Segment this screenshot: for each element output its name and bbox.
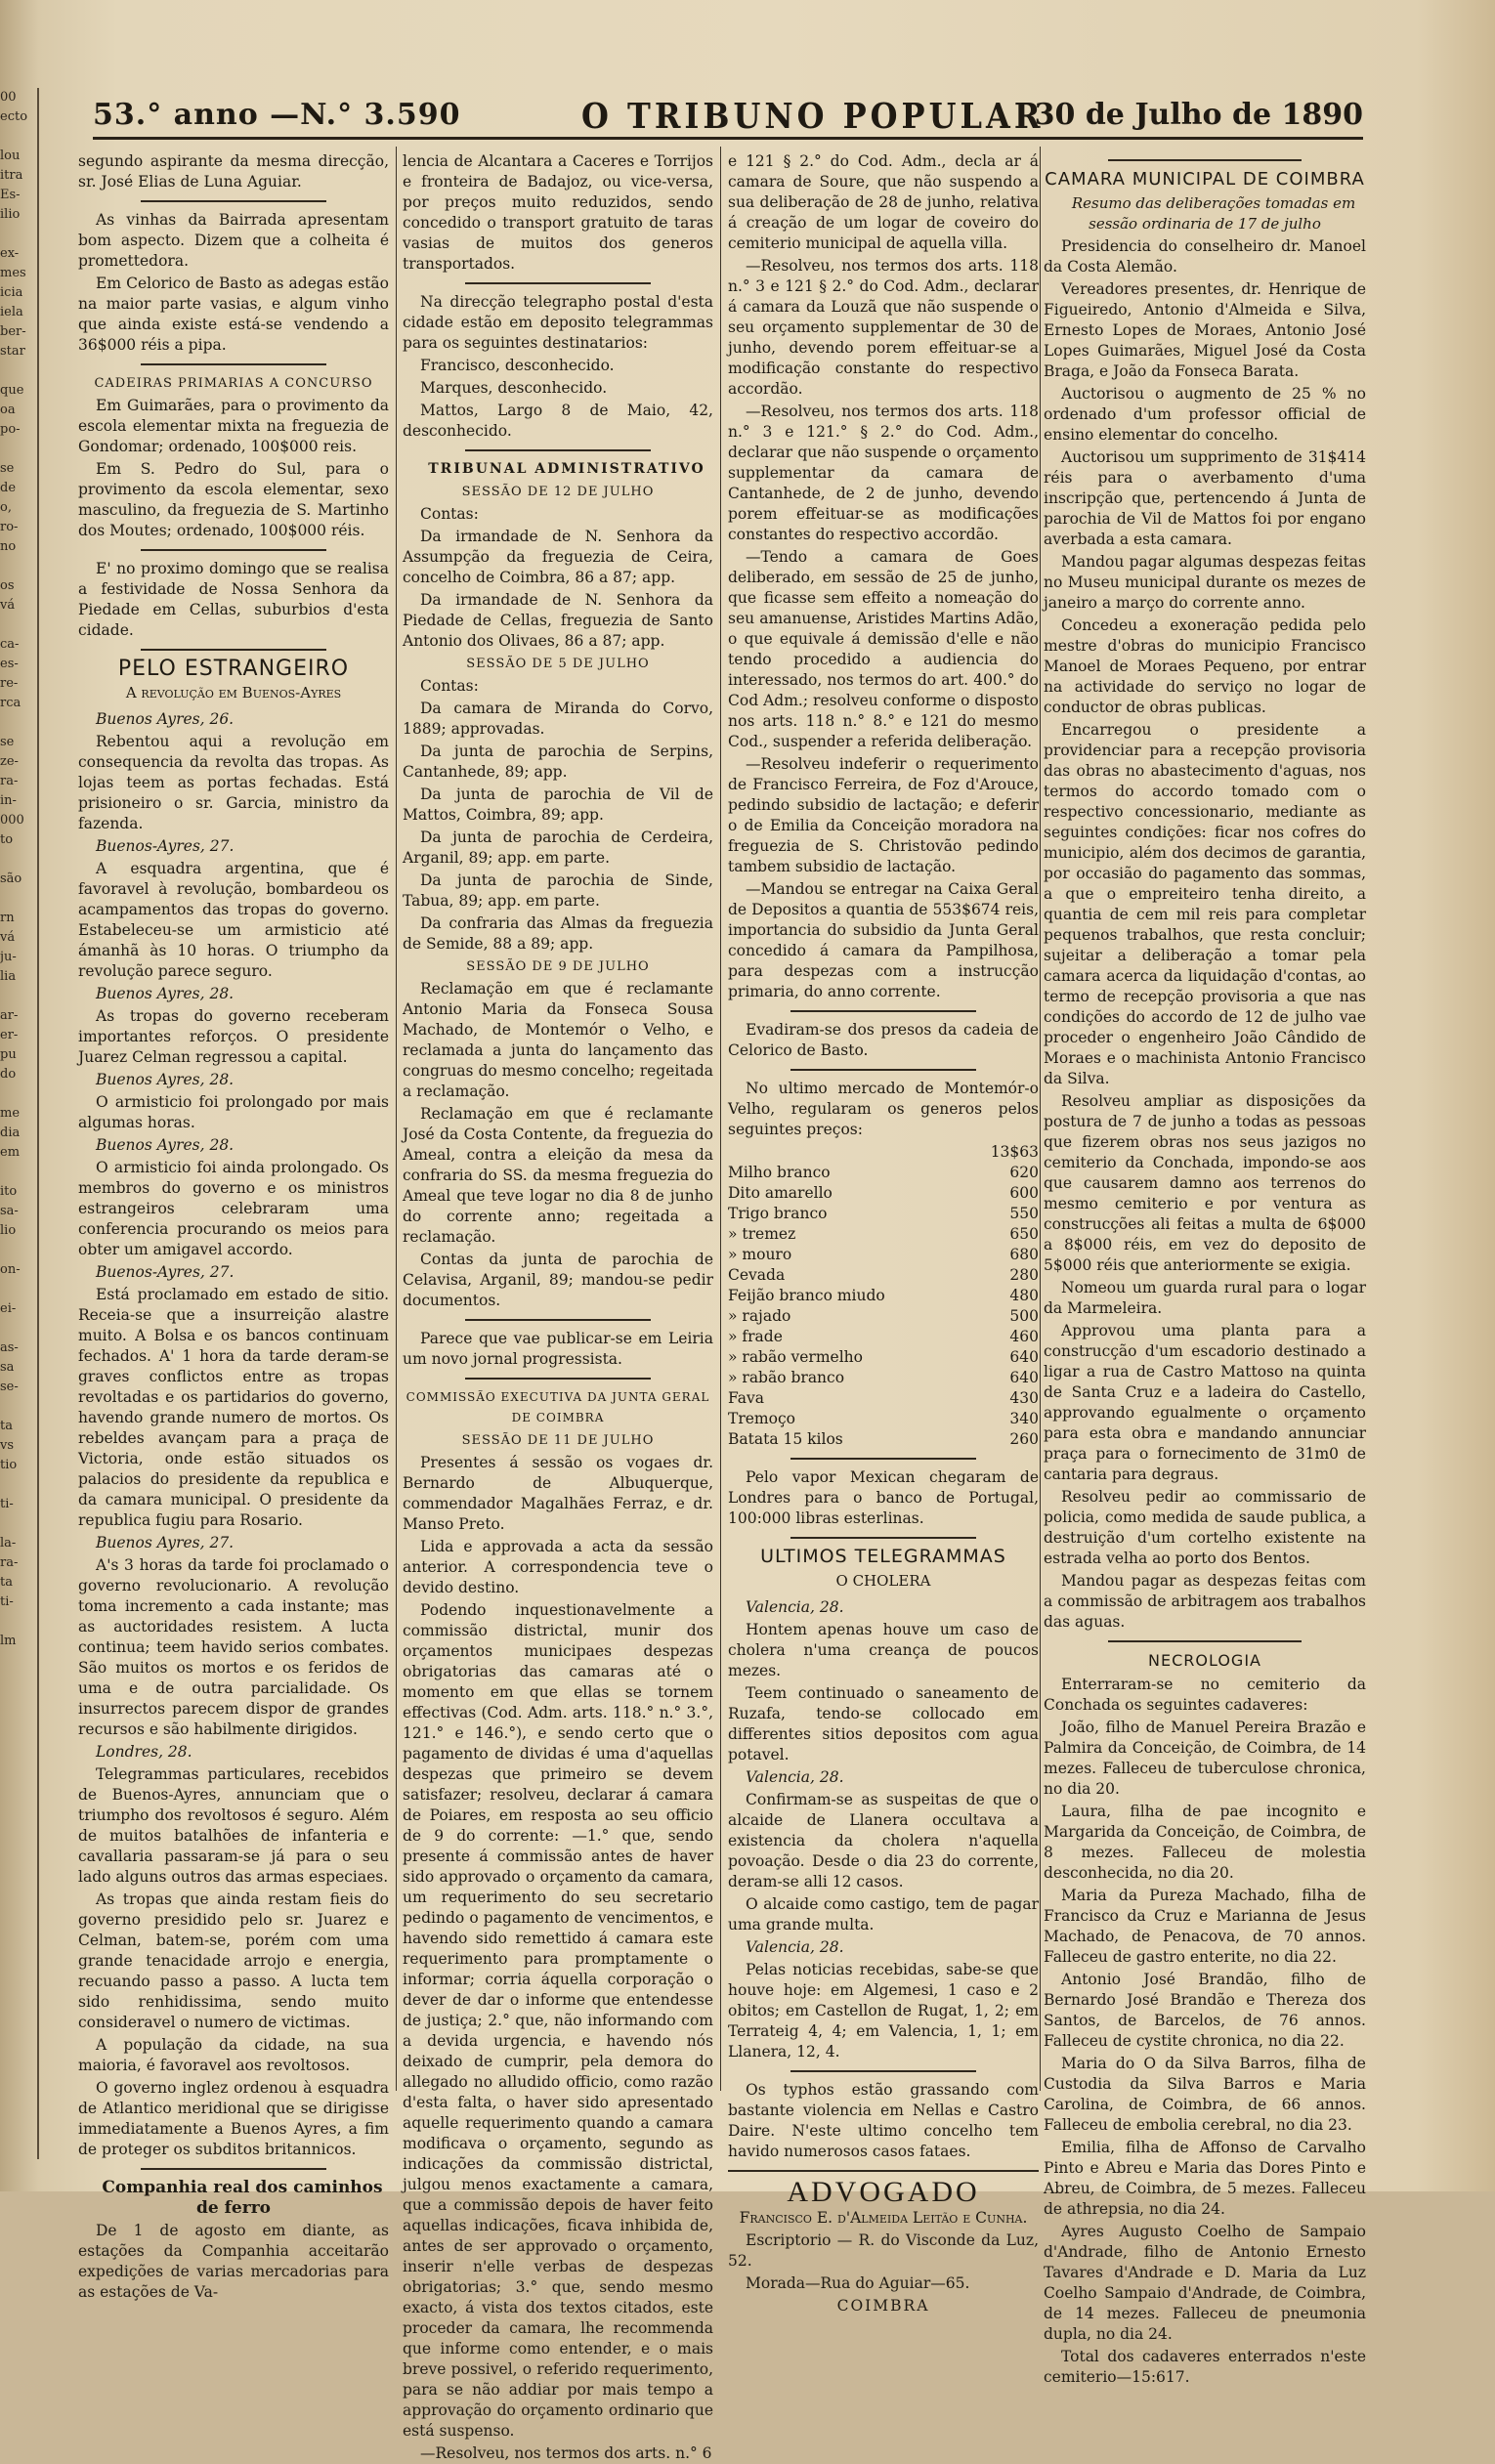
- section-heading: NECROLOGIA: [1148, 1651, 1261, 1670]
- session-title: SESSÃO DE 12 DE JULHO: [461, 485, 655, 499]
- paragraph: No ultimo mercado de Montemór-o Velho, regularam os generos pelos seguintes preços:: [728, 1080, 1039, 1138]
- divider: [1108, 1640, 1302, 1642]
- dateline: Buenos Ayres, 26.: [96, 710, 235, 728]
- stub-line: er-: [0, 1028, 19, 1042]
- paragraph: De 1 de agosto em diante, as estações da Companhia acceitarão expedições de varias mercadorias para as estações de Va-: [78, 2222, 389, 2301]
- paragraph: Evadiram-se dos presos da cadeia de Celorico de Basto.: [728, 1021, 1039, 1059]
- price-value: 620: [1009, 1164, 1039, 1181]
- stub-line: ta: [0, 1575, 13, 1590]
- paragraph: A população da cidade, na sua maioria, é favoravel aos revoltosos.: [78, 2036, 389, 2074]
- paragraph: Lida e approvada a acta da sessão anterior. A correspondencia teve o devido destino.: [403, 1538, 713, 1596]
- stub-line: ra-: [0, 774, 19, 788]
- dateline: Buenos Ayres, 28.: [96, 1071, 235, 1088]
- stub-line: o,: [0, 500, 12, 515]
- price-value: 680: [1009, 1246, 1039, 1263]
- obituary-entry: João, filho de Manuel Pereira Brazão e Palmira da Conceição, de Coimbra, de 14 mezes. Falleceu de tuberculose chronica, no dia 20.: [1044, 1719, 1366, 1798]
- stub-line: 00: [0, 90, 17, 105]
- stub-line: são: [0, 871, 22, 886]
- column-rule: [720, 147, 721, 2091]
- stub-line: lio: [0, 1223, 17, 1238]
- paragraph: Da irmandade de N. Senhora da Assumpção da freguezia de Ceira, concelho de Coimbra, 86 a 87; app.: [403, 528, 713, 586]
- divider: [728, 2170, 1039, 2172]
- paragraph: Pelas noticias recebidas, sabe-se que houve hoje: em Algemesi, 1 caso e 2 obitos; em Castellon de Rugat, 1, 2; em Terrateig 4, 4; em Valencia, 1, 1; em Llanera, 12, 4.: [728, 1961, 1039, 2060]
- price-item: » rabão branco: [728, 1369, 845, 1386]
- divider: [141, 2168, 327, 2170]
- paragraph: Nomeou um guarda rural para o logar da Marmeleira.: [1044, 1279, 1366, 1317]
- price-value: 640: [1009, 1348, 1039, 1366]
- stub-line: sa-: [0, 1204, 19, 1218]
- paragraph: —Resolveu indeferir o requerimento de Francisco Ferreira, de Foz d'Arouce, pedindo subsidio de lactação; e deferir o de Emilia da Conceição moradora na freguezia de S. Christovão pedindo tambem subsidio de lactação.: [728, 755, 1039, 875]
- paragraph: As tropas que ainda restam fieis do governo presidido pelo sr. Juarez e Celman, batem-se, porém com uma grande tenacidade arrojo e energia, recuando passo a passo. A lucta tem sido renhidissima, sendo muito consideravel o numero de victimas.: [78, 1890, 389, 2031]
- paragraph: —Resolveu, nos termos dos arts. n.° 6: [420, 2444, 712, 2462]
- stub-line: [0, 1475, 37, 1495]
- obituary-entry: Antonio José Brandão, filho de Bernardo José Brandão e Thereza dos Santos, de Barcelos, de 76 annos. Falleceu de cystite chronica, no dia 22.: [1044, 1971, 1366, 2050]
- paragraph: Hontem apenas houve um caso de cholera n'uma creança de poucos mezes.: [728, 1621, 1039, 1679]
- stub-line: ca-: [0, 637, 20, 652]
- stub-line: vs: [0, 1438, 15, 1453]
- column-1: [78, 151, 389, 2301]
- column-rule: [1040, 147, 1041, 2091]
- stub-line: rca: [0, 696, 21, 710]
- stub-line: lia: [0, 969, 17, 984]
- obituary-entry: Emilia, filha de Affonso de Carvalho Pinto e Abreu e Maria das Dores Pinto e Abreu, de Coimbra, de 5 mezes. Falleceu de athrepsia, no dia 24.: [1044, 2139, 1366, 2218]
- stub-line: mes: [0, 266, 26, 280]
- price-row: [728, 1327, 1039, 1347]
- divider: [1108, 159, 1302, 161]
- stub-line: [0, 1514, 37, 1534]
- section-heading: CAMARA MUNICIPAL DE COIMBRA: [1045, 169, 1365, 190]
- obituary-entry: Maria da Pureza Machado, filha de Francisco da Cruz e Marianna de Jesus Machado, de Penacova, de 70 annos. Falleceu de gastro enterite, no dia 22.: [1044, 1887, 1366, 1966]
- dateline: Londres, 28.: [96, 1743, 192, 1761]
- paragraph: A's 3 horas da tarde foi proclamado o governo revolucionario. A revolução toma incremento a cada instante; mas as auctoridades resistem. A lucta continua; teem havido serios combates. São muitos os mortos e os feridos de uma e de outra parcialidade. Os insurrectos parecem dispor de grandes recursos e são habilmente dirigidos.: [78, 1556, 389, 1738]
- price-row: [728, 1286, 1039, 1306]
- stub-line: itra: [0, 168, 23, 183]
- stub-line: [0, 361, 37, 381]
- paragraph: O armisticio foi ainda prolongado. Os membros do governo e os ministros estrangeiros celebraram uma conferencia procurando os meios para obter um amigavel accordo.: [78, 1159, 389, 1258]
- paragraph: Pelo vapor Mexican chegaram de Londres para o banco de Portugal, 100:000 libras esterlinas.: [728, 1468, 1039, 1527]
- stub-line: po-: [0, 422, 21, 437]
- stub-line: lou: [0, 149, 21, 163]
- paragraph: O governo inglez ordenou à esquadra de Atlantico meridional que se dirigisse immediatamente a Buenos Ayres, a fim de proteger os subditos britannicos.: [78, 2079, 389, 2158]
- paragraph: Auctorisou um supprimento de 31$414 réis para o averbamento d'uma inscripção que, pertencendo á Junta de parochia de Vil de Mattos foi por engano averbada a esta camara.: [1044, 448, 1366, 548]
- divider: [790, 1069, 977, 1071]
- paragraph: Confirmam-se as suspeitas de que o alcaide de Llanera occultava a existencia da cholera n'aquella povoação. Desde o dia 23 do corrente, deram-se alli 12 casos.: [728, 1791, 1039, 1890]
- price-item: Fava: [728, 1389, 764, 1407]
- paragraph: Em Guimarães, para o provimento da escola elementar mixta na freguezia de Gondomar; ordenado, 100$000 reis.: [78, 397, 389, 455]
- list-item: Marques, desconhecido.: [420, 379, 608, 397]
- stub-line: no: [0, 539, 17, 554]
- paragraph: Rebentou aqui a revolução em consequencia da revolta das tropas. As lojas teem as portas fechadas. Está prisioneiro o sr. Garcia, ministro da fazenda.: [78, 733, 389, 832]
- paragraph: e 121 § 2.° do Cod. Adm., decla ar á camara de Soure, que não suspendo a sua deliberação de 28 de junho, relativa á creação de um logar de coveiro do cemiterio municipal de aquella villa.: [728, 152, 1039, 252]
- column-rule: [396, 147, 397, 2091]
- stub-line: ti-: [0, 1497, 14, 1511]
- advertisement-line: Francisco E. d'Almeida Leitão e Cunha.: [739, 2209, 1028, 2227]
- price-row: [728, 1183, 1039, 1204]
- price-item: » mouro: [728, 1246, 792, 1263]
- stub-line: os: [0, 578, 15, 593]
- paragraph: Podendo inquestionavelmente a commissão districtal, munir dos orçamentos municipaes despezas obrigatorias das camaras até o momento em que ellas se tornem effectivas (Cod. Adm. arts. 118.° n.° 3.°, 121.° e 146.°), e sendo certo que o pagamento de dividas é uma d'aquellas despezas que primeiro se devem satisfazer; resolveu, declarar á camara de Poiares, em resposta ao seu officio de 9 do corrente: —1.° que, sendo presente á commissão antes de haver sido approvado o orçamento da camara, um requerimento do seu secretario pedindo o pagamento de vencimentos, e havendo sido remettido á camara este requerimento para promptamente o informar; corria áquella corporação o dever de dar o informe que entendesse de justiça; 2.° que, não informando com a devida urgencia, e havendo nós deixado de cumprir, pela demora do allegado no alludido officio, como razão d'esta falta, o haver sido apresentado aquelle requerimento quando a camara modificava o orçamento, segundo as indicações da commissão districtal, julgou menos exactamente a camara, que a commissão depois de haver feito aquellas indicações, ficava inhibida de, antes de ser approvado o orçamento, inserir n'elle verbas de despezas obrigatorias; 3.° que, sendo mesmo exacto, á vista dos textos citados, este proceder da camara, lhe recommenda que informe como entender, e o mais breve possivel, o referido requerimento, para se não addiar por mais tempo a approvação do orçamento ordinario que está suspenso.: [403, 1601, 713, 2440]
- divider: [465, 1319, 652, 1321]
- divider: [141, 549, 327, 551]
- price-value: 550: [1009, 1205, 1039, 1222]
- stub-line: sa: [0, 1360, 15, 1375]
- masthead: [93, 98, 1363, 140]
- stub-line: do: [0, 1067, 17, 1082]
- stub-line: ito: [0, 1184, 18, 1199]
- paragraph: O armisticio foi prolongado por mais algumas horas.: [78, 1093, 389, 1131]
- stub-line: ro-: [0, 520, 19, 534]
- paragraph: Mandou pagar as despezas feitas com a commissão de arbitragem aos trabalhos das aguas.: [1044, 1572, 1366, 1631]
- stub-line: ex-: [0, 246, 20, 261]
- stub-line: [0, 713, 37, 733]
- price-row: [728, 1409, 1039, 1429]
- stub-line: ju-: [0, 950, 17, 964]
- stub-line: lm: [0, 1634, 17, 1648]
- paragraph: lencia de Alcantara a Caceres e Torrijos e fronteira de Badajoz, ou vice-versa, por preços muito reduzidos, sendo concedido o transport gratuito de taras vasias de muitos dos generos transportados.: [403, 152, 713, 273]
- paragraph: Da junta de parochia de Sinde, Tabua, 89; app. em parte.: [403, 871, 713, 910]
- stub-line: [0, 225, 37, 244]
- price-value: 13$63: [990, 1143, 1039, 1161]
- price-item: » tremez: [728, 1225, 796, 1243]
- stub-line: vá: [0, 930, 16, 945]
- stub-line: se-: [0, 1380, 19, 1394]
- stub-line: in-: [0, 793, 17, 808]
- paragraph: Da junta de parochia de Cerdeira, Arganil, 89; app. em parte.: [403, 828, 713, 867]
- price-row: [728, 1163, 1039, 1183]
- obituary-entry: Maria do O da Silva Barros, filha de Custodia da Silva Barros e Maria Carolina, de Coimbra, de 66 annos. Falleceu de embolia cerebral, no dia 23.: [1044, 2055, 1366, 2134]
- stub-line: ei-: [0, 1301, 17, 1316]
- paragraph: Da irmandade de N. Senhora da Piedade de Cellas, freguezia de Santo Antonio dos Olivaes, 86 a 87; app.: [403, 591, 713, 650]
- stub-line: se: [0, 461, 15, 476]
- price-item: Dito amarello: [728, 1184, 833, 1202]
- paragraph: Approvou uma planta para a construcção d'um escadorio destinado a ligar a rua de Castro Mattoso na quinta de Santa Cruz e a ladeira do Castello, approvando egualmente o orçamento para esta obra e mandando annunciar praça para o fornecimento de 31m0 de cantaria para degraus.: [1044, 1322, 1366, 1483]
- price-value: 480: [1009, 1287, 1039, 1304]
- paragraph: Presentes á sessão os vogaes dr. Bernardo de Albuquerque, commendador Magalhães Ferraz, e dr. Manso Preto.: [403, 1454, 713, 1533]
- divider: [465, 1378, 652, 1380]
- stub-line: [0, 987, 37, 1006]
- divider: [790, 2070, 977, 2072]
- paragraph: Da confraria das Almas da freguezia de Semide, 88 a 89; app.: [403, 914, 713, 953]
- stub-line: de: [0, 481, 17, 495]
- stub-line: [0, 1612, 37, 1632]
- price-row: [728, 1245, 1039, 1265]
- advertisement-line: Escriptorio — R. do Visconde da Luz, 52.: [728, 2231, 1039, 2270]
- price-row: [728, 1306, 1039, 1327]
- price-item: Feijão branco miudo: [728, 1287, 885, 1304]
- stub-line: [0, 1084, 37, 1104]
- stub-line: [0, 616, 37, 635]
- price-item: [728, 1142, 965, 1163]
- stub-line: ecto: [0, 109, 28, 124]
- price-item: Trigo branco: [728, 1205, 828, 1222]
- section-heading: PELO ESTRANGEIRO: [117, 657, 350, 681]
- obituary-entry: Ayres Augusto Coelho de Sampaio d'Andrade, filho de Antonio Ernesto Tavares d'Andrade e D. Maria da Luz Coelho Sampaio d'Andrade, de Coimbra, de 14 mezes. Falleceu de pneumonia dupla, no dia 24.: [1044, 2223, 1366, 2343]
- stub-line: ta: [0, 1419, 13, 1433]
- stub-line: la-: [0, 1536, 17, 1551]
- stub-line: tio: [0, 1458, 18, 1472]
- stub-line: dia: [0, 1126, 21, 1140]
- dateline: Valencia, 28.: [746, 1768, 844, 1786]
- price-row: [728, 1429, 1039, 1450]
- price-row: [728, 1224, 1039, 1245]
- list-item: Mattos, Largo 8 de Maio, 42, desconhecido.: [403, 402, 713, 440]
- paragraph: E' no proximo domingo que se realisa a festividade de Nossa Senhora da Piedade em Cellas, suburbios d'esta cidade.: [78, 560, 389, 639]
- stub-line: [0, 1280, 37, 1299]
- divider: [141, 363, 327, 365]
- dateline: Valencia, 28.: [746, 1598, 844, 1616]
- paragraph: Reclamação em que é reclamante Antonio Maria da Fonseca Sousa Machado, de Montemór o Velho, e reclamada a junta do lançamento das congruas do mesmo concelho; regeitada a reclamação.: [403, 980, 713, 1100]
- section-heading: ULTIMOS TELEGRAMMAS: [760, 1546, 1006, 1567]
- stub-line: [0, 850, 37, 870]
- price-item: Cevada: [728, 1266, 786, 1284]
- paragraph: —Resolveu, nos termos dos arts. 118 n.° 3 e 121 § 2.° do Cod. Adm., declarar á camara da Louzã que não suspende o seu orçamento supplementar de 30 de junho, devendo porem effeituar-se a modificação constante do respectivo accordão.: [728, 257, 1039, 398]
- stub-line: rn: [0, 911, 15, 925]
- stub-line: me: [0, 1106, 21, 1121]
- stub-line: [0, 1163, 37, 1182]
- advertisement-line: COIMBRA: [836, 2297, 930, 2315]
- stub-line: [0, 557, 37, 576]
- paragraph: Total dos cadaveres enterrados n'este cemiterio—15:617.: [1044, 2348, 1366, 2386]
- paragraph: Encarregou o presidente a providenciar para a recepção provisoria das obras no abastecimento d'aguas, nos termos do accordo tomado com o respectivo concessionario, mediante as seguintes condições: ficar nos cofres do municipio, além dos decimos de garantia, por occasião do pagamento das sommas, a que o empreiteiro tenha direito, a quantia de cem mil reis para completar pequenos trabalhos, que resta concluir; sujeitar a deliberação a tomar pela camara acerca da liquidação d'contas, ao termo de recepção provisoria a que nas condições do accordo de 12 de julho vae proceder o engenheiro João Cândido de Moraes e o machinista Antonio Francisco da Silva.: [1044, 721, 1366, 1087]
- section-subheading: Resumo das deliberações tomadas em sessão ordinaria de 17 de julho: [1071, 194, 1356, 233]
- price-value: 500: [1009, 1307, 1039, 1325]
- paragraph: O alcaide como castigo, tem de pagar uma grande multa.: [728, 1895, 1039, 1933]
- paragraph: Os typhos estão grassando com bastante violencia em Nellas e Castro Daire. N'este ultimo concelho tem havido numerosos casos fataes.: [728, 2081, 1039, 2160]
- section-subheading: A revolução em Buenos-Ayres: [125, 684, 342, 701]
- price-item: Milho branco: [728, 1164, 831, 1181]
- divider: [465, 282, 652, 284]
- stub-line: que: [0, 383, 24, 398]
- stub-line: se: [0, 735, 15, 749]
- stub-line: Es-: [0, 188, 21, 202]
- issue-date: 30 de Julho de 1890: [1034, 98, 1363, 132]
- price-table: [728, 1142, 1039, 1450]
- stub-line: [0, 1397, 37, 1417]
- stub-line: [0, 440, 37, 459]
- paragraph: Da camara de Miranda do Corvo, 1889; approvadas.: [403, 700, 713, 738]
- paragraph: Em S. Pedro do Sul, para o provimento da escola elementar, sexo masculino, da freguezia de S. Martinho dos Moutes; ordenado, 100$000 réis.: [78, 460, 389, 539]
- price-value: 650: [1009, 1225, 1039, 1243]
- stub-line: pu: [0, 1047, 17, 1062]
- list-item: Francisco, desconhecido.: [420, 357, 615, 374]
- paragraph: —Resolveu, nos termos dos arts. 118 n.° 3 e 121.° § 2.° do Cod. Adm., declarar que não suspende o orçamento supplementar da camara de Cantanhede, de 2 de junho, devendo porem effeituar-se as modificações constantes do respectivo accordão.: [728, 403, 1039, 543]
- divider: [790, 1537, 977, 1539]
- session-title: SESSÃO DE 9 DE JULHO: [466, 959, 650, 974]
- paragraph: Telegrammas particulares, recebidos de Buenos-Ayres, annunciam que o triumpho dos revoltosos é seguro. Além de muitos batalhões de infanteria e cavallaria passaram-se já para o seu lado alguns outros das armas especiaes.: [78, 1765, 389, 1886]
- paragraph: A esquadra argentina, que é favoravel à revolução, bombardeou os acampamentos das tropas do governo. Estabeleceu-se um armisticio até ámanhã às 10 horas. O triumpho da revolução parece seguro.: [78, 860, 389, 980]
- divider: [141, 649, 327, 651]
- stub-line: vá: [0, 598, 16, 613]
- session-title: SESSÃO DE 5 DE JULHO: [466, 657, 650, 671]
- section-heading: Companhia real dos caminhos de ferro: [102, 2178, 383, 2218]
- dateline: Buenos-Ayres, 27.: [96, 837, 235, 855]
- section-title: CADEIRAS PRIMARIAS A CONCURSO: [94, 376, 373, 391]
- session-title: SESSÃO DE 11 DE JULHO: [461, 1433, 655, 1448]
- dateline: Buenos-Ayres, 27.: [96, 1263, 235, 1281]
- price-item: » rabão vermelho: [728, 1348, 863, 1366]
- price-value: 340: [1009, 1410, 1039, 1427]
- paragraph: segundo aspirante da mesma direcção, sr. José Elias de Luna Aguiar.: [78, 152, 389, 191]
- paragraph: Reclamação em que é reclamante José da Costa Contente, da freguezia do Ameal, contra a eleição da mesa da confraria do SS. da mesma freguezia do Ameal que teve logar no dia 8 de junho do corrente anno; regeitada a reclamação.: [403, 1105, 713, 1246]
- advertisement-line: Morada—Rua do Aguiar—65.: [746, 2274, 970, 2292]
- stub-line: 000: [0, 813, 24, 828]
- paragraph: Mandou pagar algumas despezas feitas no Museu municipal durante os mezes de janeiro a março do corrente anno.: [1044, 553, 1366, 612]
- divider: [465, 449, 652, 451]
- stub-line: as-: [0, 1340, 19, 1355]
- paragraph: Da junta de parochia de Vil de Mattos, Coimbra, 89; app.: [403, 786, 713, 824]
- stub-line: [0, 1241, 37, 1260]
- divider: [790, 1458, 977, 1460]
- stub-line: to: [0, 832, 14, 847]
- newspaper-title: O TRIBUNO POPULAR: [581, 96, 1045, 137]
- price-item: Batata 15 kilos: [728, 1430, 843, 1448]
- price-row: [728, 1368, 1039, 1388]
- stub-line: ilio: [0, 207, 21, 222]
- stub-line: [0, 889, 37, 909]
- price-row: [728, 1204, 1039, 1224]
- stub-line: ar-: [0, 1008, 19, 1023]
- price-value: 600: [1009, 1184, 1039, 1202]
- column-2: [403, 151, 713, 2462]
- paragraph: Contas da junta de parochia de Celavisa, Arganil, 89; mandou-se pedir documentos.: [403, 1251, 713, 1309]
- paragraph: Contas:: [420, 677, 479, 695]
- paragraph: Parece que vae publicar-se em Leiria um novo jornal progressista.: [403, 1330, 713, 1368]
- stub-line: icia: [0, 285, 23, 300]
- price-value: 280: [1009, 1266, 1039, 1284]
- divider: [141, 200, 327, 202]
- adjacent-page-stub: [0, 88, 39, 2159]
- section-heading: TRIBUNAL ADMINISTRATIVO: [428, 461, 705, 477]
- advertisement-title: ADVOGADO: [787, 2176, 980, 2208]
- dateline: Buenos Ayres, 27.: [96, 1534, 235, 1551]
- paragraph: Auctorisou o augmento de 25 % no ordenado d'um professor official de ensino elementar do concelho.: [1044, 385, 1366, 444]
- stub-line: iela: [0, 305, 23, 319]
- stub-line: on-: [0, 1262, 21, 1277]
- paragraph: Teem continuado o saneamento de Ruzafa, tendo-se collocado em differentes sitios depositos com agua potavel.: [728, 1684, 1039, 1763]
- price-value: 640: [1009, 1369, 1039, 1386]
- stub-line: ti-: [0, 1594, 14, 1609]
- dateline: Buenos Ayres, 28.: [96, 1136, 235, 1154]
- paragraph: Resolveu ampliar as disposições da postura de 7 de junho a todas as pessoas que fizerem obras nos seus jazigos no cemiterio da Conchada, impondo-se aos que causarem damno aos terrenos do mesmo cemiterio e por ventura as construcções ali feitas a multa de 6$000 a 8$000 réis, em vez do deposito de 5$000 réis que anteriormente se exigia.: [1044, 1092, 1366, 1274]
- obituary-entry: Laura, filha de pae incognito e Margarida da Conceição, de Coimbra, de 8 mezes. Falleceu de molestia desconhecida, no dia 20.: [1044, 1803, 1366, 1882]
- stub-line: oa: [0, 403, 16, 417]
- paragraph: Está proclamado em estado de sitio. Receia-se que a insurreição alastre muito. A Bolsa e os bancos continuam fechados. A' 1 hora da tarde deram-se graves conflictos entre as tropas revoltadas e os partidarios do governo, havendo grande numero de mortos. Os rebeldes avançam para a praça de Victoria, onde estão situados os palacios do presidente da republica e da camara municipal. O presidente da republica fugiu para Rosario.: [78, 1286, 389, 1529]
- divider: [790, 1010, 977, 1012]
- stub-line: ra-: [0, 1555, 19, 1570]
- paragraph: Contas:: [420, 505, 479, 523]
- price-item: » frade: [728, 1328, 783, 1345]
- price-value: 460: [1009, 1328, 1039, 1345]
- paragraph: Vereadores presentes, dr. Henrique de Figueiredo, Antonio d'Almeida e Silva, Ernesto Lopes de Moraes, Antonio José Lopes Guimarães, Miguel José da Costa Braga, e João da Fonseca Barata.: [1044, 280, 1366, 380]
- price-value: 430: [1009, 1389, 1039, 1407]
- column-3: [728, 151, 1039, 2315]
- paragraph: Em Celorico de Basto as adegas estão na maior parte vasias, e algum vinho que ainda existe está-se vendendo a 36$000 réis a pipa.: [78, 275, 389, 354]
- price-row: [728, 1347, 1039, 1368]
- price-row: [728, 1388, 1039, 1409]
- stub-line: re-: [0, 676, 19, 691]
- stub-line: ber-: [0, 324, 26, 339]
- paragraph: Concedeu a exoneração pedida pelo mestre d'obras do municipio Francisco Manoel de Moraes Pequeno, por entrar na actividade do serviço no logar de conductor de obras publicas.: [1044, 616, 1366, 716]
- stub-line: [0, 1319, 37, 1338]
- paragraph: As tropas do governo receberam importantes reforços. O presidente Juarez Celman regressou a capital.: [78, 1007, 389, 1066]
- paragraph: Na direcção telegrapho postal d'esta cidade estão em deposito telegrammas para os seguintes destinatarios:: [403, 293, 713, 352]
- section-heading: COMMISSÃO EXECUTIVA DA JUNTA GERAL DE COIMBRA: [406, 1390, 710, 1424]
- stub-line: em: [0, 1145, 21, 1160]
- section-subheading: O CHOLERA: [835, 1572, 931, 1590]
- issue-number: 53.° anno —N.° 3.590: [93, 98, 461, 132]
- column-4: [1044, 151, 1366, 2386]
- dateline: Buenos Ayres, 28.: [96, 985, 235, 1002]
- paragraph: As vinhas da Bairrada apresentam bom aspecto. Dizem que a colheita é promettedora.: [78, 211, 389, 270]
- paragraph: —Mandou se entregar na Caixa Geral de Depositos a quantia de 553$674 reis, importancia do subsidio da Junta Geral concedido á camara da Pampilhosa, para despezas com a instrucção primaria, do anno corrente.: [728, 880, 1039, 1000]
- price-item: Tremoço: [728, 1410, 795, 1427]
- price-row: [728, 1142, 1039, 1163]
- paragraph: Resolveu pedir ao commissario de policia, como medida de saude publica, a destruição d'um cortelho existente na estrada velha ao porto dos Bentos.: [1044, 1488, 1366, 1567]
- stub-line: es-: [0, 657, 19, 671]
- stub-line: [0, 127, 37, 147]
- paragraph: Da junta de parochia de Serpins, Cantanhede, 89; app.: [403, 743, 713, 781]
- price-item: » rajado: [728, 1307, 791, 1325]
- price-row: [728, 1265, 1039, 1286]
- paragraph: Presidencia do conselheiro dr. Manoel da Costa Alemão.: [1044, 237, 1366, 276]
- paragraph: Enterraram-se no cemiterio da Conchada os seguintes cadaveres:: [1044, 1676, 1366, 1714]
- price-value: 260: [1009, 1430, 1039, 1448]
- stub-line: star: [0, 344, 25, 359]
- dateline: Valencia, 28.: [746, 1938, 844, 1956]
- paragraph: —Tendo a camara de Goes deliberado, em sessão de 25 de junho, que ficasse sem effeito a nomeação do seu amanuense, Aristides Martins Adão, o que equivale á demissão d'elle e não tendo procedido a audiencia do interessado, nos termos do art. 400.° do Cod Adm.; resolveu conforme o disposto nos arts. 118 n.° 8.° e 121 do mesmo Cod., suspender a referida deliberação.: [728, 548, 1039, 750]
- stub-line: ze-: [0, 754, 19, 769]
